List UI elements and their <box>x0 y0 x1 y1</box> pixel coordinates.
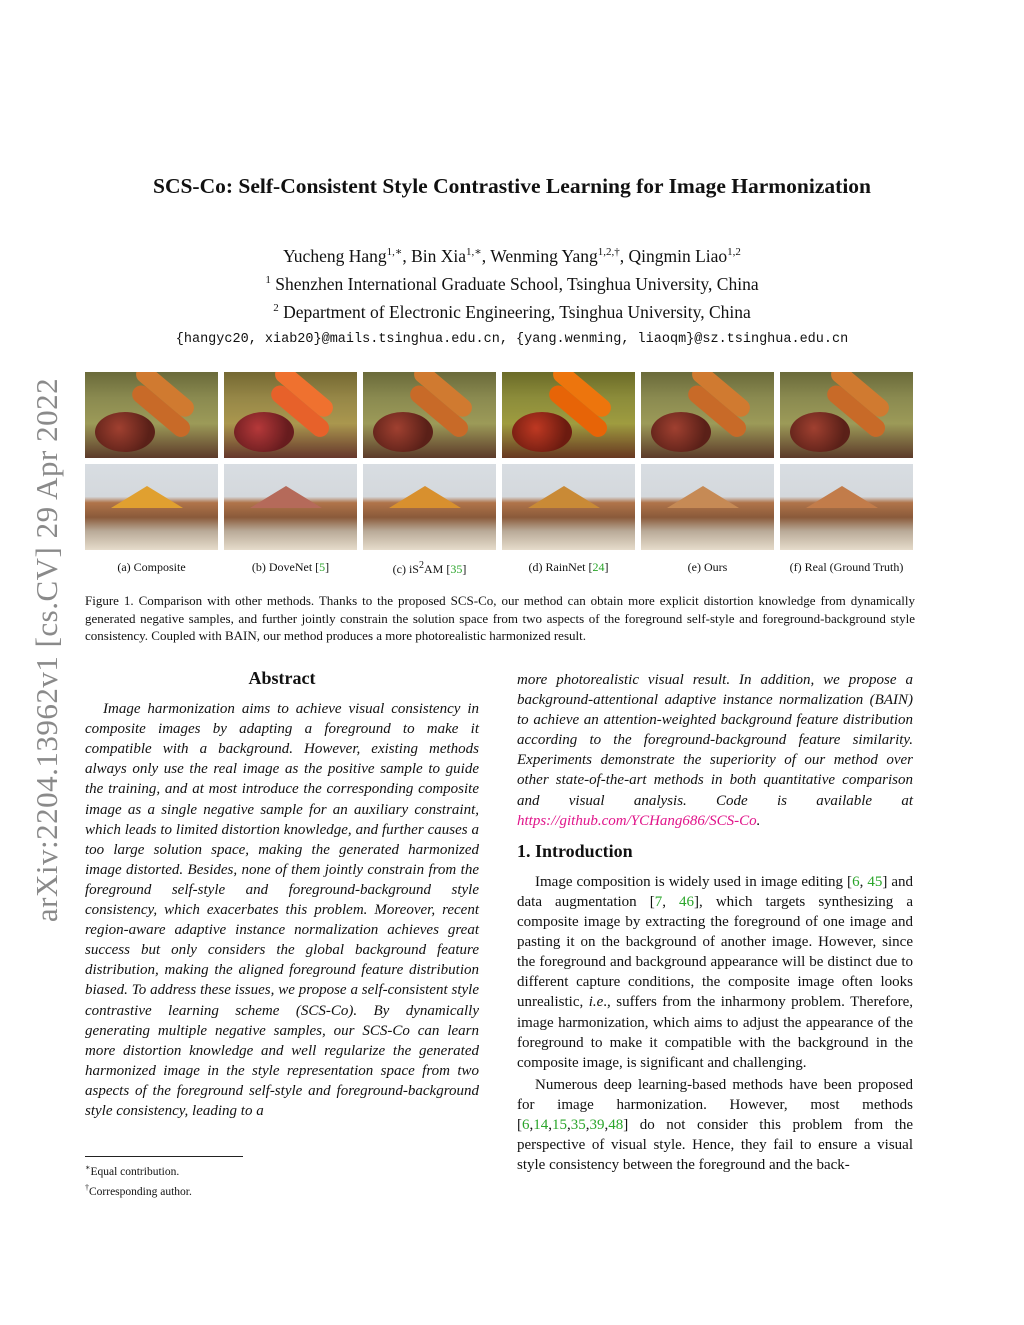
footnote-equal-contribution: ∗Equal contribution. <box>85 1163 180 1178</box>
footnote-rule <box>85 1156 243 1157</box>
footnote-corresponding-author: †Corresponding author. <box>85 1182 192 1198</box>
left-column <box>85 668 479 1121</box>
image-ours-still-life <box>641 372 774 458</box>
image-composite-palace <box>85 464 218 550</box>
paper-title: SCS-Co: Self-Consistent Style Contrastive Learning for Image Harmonization <box>152 174 871 198</box>
intro-paragraph-2: Numerous deep learning-based methods have been proposed for image harmonization. However, most methods [6,14,15,35,39,48] do not consider this problem from the perspective of visual style. Hence, they fail to ensure a visual style consistency between the foreground and the back- <box>517 1076 913 1174</box>
image-composite-still-life <box>85 372 218 458</box>
subcaption-d: (d) RainNet [24] <box>528 560 609 574</box>
citation-link[interactable]: 6 <box>522 1116 530 1133</box>
abstract-heading: Abstract <box>248 668 316 688</box>
subcaption-a: (a) Composite <box>117 560 186 574</box>
affiliation-2: $^2$ Department of Electronic Engineering, Tsinghua University, China <box>273 301 751 322</box>
image-rainnet-still-life <box>502 372 635 458</box>
intro-paragraph-1: Image composition is widely used in image editing [6, 45] and data augmentation [7, 46], which targets synthesizing a composite image by extracting the foreground of one image and pasting it on the background of another image. However, since the foreground and background appearance will be distinct due to different capture conditions, the composite image often looks unrealistic, i.e., suffers from the inharmony problem. Therefore, image harmonization, which aims to adjust the appearance of the foreground to make it compatible with the background in the composite image, is significant and challenging. <box>517 873 914 1071</box>
citation-link[interactable]: 45 <box>867 873 883 890</box>
abstract-body: Image harmonization aims to achieve visual consistency in composite images by adapting a foreground to make it compatible with a background. However, existing methods always only use the real image as the positive sample to guide the training, and at most introduce the corresponding composite image as a single negative sample for an auxiliary constraint, which leads to limited distortion knowledge, and further causes a too large solution space, making the generated harmonized image distorted. Besides, none of them jointly constrain from the foreground self-style and foreground-background style consistency, which exacerbates this problem. Moreover, recent region-aware adaptive instance normalization achieves great success but only considers the global background feature distribution, making the aligned foreground feature distribution biased. To address these issues, we propose a self-consistent style contrastive learning scheme (SCS-Co). By dynamically generating multiple negative samples, our SCS-Co can learn more distortion knowledge and well regularize the generated harmonized image in the style representation space from two aspects of the foreground self-style and foreground-background style consistency, leading to a <box>85 701 479 1119</box>
figure-caption: Figure 1. Comparison with other methods. Thanks to the proposed SCS-Co, our method can obtain more explicit distortion knowledge from dynamically generated negative samples, and further jointly constrain the solution space from two aspects of the foreground self-style and foreground-background style consistency. Coupled with BAIN, our method produces a more photorealistic harmonized result. <box>85 593 915 643</box>
citation-link[interactable]: 24 <box>592 560 605 574</box>
figure-row-still-life <box>85 372 915 458</box>
figure-row-palace <box>85 464 915 550</box>
citation-link[interactable]: 14 <box>533 1116 549 1133</box>
citation-link[interactable]: 35 <box>450 562 463 576</box>
citation-link[interactable]: 15 <box>552 1116 567 1133</box>
citation-link[interactable]: 46 <box>679 893 695 910</box>
citation-link[interactable]: 7 <box>654 893 663 910</box>
citation-link[interactable]: 39 <box>589 1116 605 1133</box>
citation-link[interactable]: 35 <box>570 1116 586 1133</box>
right-column <box>517 670 913 1177</box>
image-is2am-still-life <box>363 372 496 458</box>
figure-1-images <box>85 372 915 550</box>
image-dovenet-still-life <box>224 372 357 458</box>
subcaption-b: (b) DoveNet [5] <box>251 560 330 574</box>
image-real-palace <box>780 464 913 550</box>
code-link[interactable]: https://github.com/YCHang686/SCS-Co <box>517 812 757 829</box>
affiliation-1: $^1$ Shenzhen International Graduate School, Tsinghua University, China <box>265 273 759 294</box>
author-block <box>0 240 1024 352</box>
image-rainnet-palace <box>502 464 635 550</box>
image-real-still-life <box>780 372 913 458</box>
subcaption-e: (e) Ours <box>687 560 728 574</box>
author-emails: {hangyc20, xiab20}@mails.tsinghua.edu.cn, {yang.wenming, liaoqm}@sz.tsinghua.edu.cn <box>175 332 849 348</box>
image-dovenet-palace <box>224 464 357 550</box>
subcaption-f: (f) Real (Ground Truth) <box>789 560 904 574</box>
image-is2am-palace <box>363 464 496 550</box>
footnotes <box>85 1156 479 1200</box>
author-names: Yucheng Hang$^{1,∗}$, Bin Xia$^{1,∗}$, Wenming Yang$^{1,2,\dagger}$, Qingmin Liao$^{1,2}$ <box>283 245 741 266</box>
abstract-continuation: more photorealistic visual result. In addition, we propose a background-attentional adaptive instance normalization (BAIN) to achieve an attention-weighted background feature distribution according to the foreground-background feature similarity. Experiments demonstrate the superiority of our method over other state-of-the-art methods in both quantitative comparison and visual analysis. Code is available at https://github.com/YCHang686/SCS-Co. <box>517 672 913 829</box>
citation-link[interactable]: 6 <box>852 873 860 890</box>
section-heading-introduction: 1. Introduction <box>517 840 633 861</box>
arxiv-identifier: arXiv:2204.13962v1 [cs.CV] 29 Apr 2022 <box>29 377 64 923</box>
citation-link[interactable]: 48 <box>608 1116 624 1133</box>
subfigure-captions <box>85 560 915 577</box>
image-ours-palace <box>641 464 774 550</box>
subcaption-c: (c) $iS^2AM$ [35] <box>392 560 467 576</box>
citation-link[interactable]: 5 <box>319 560 326 574</box>
